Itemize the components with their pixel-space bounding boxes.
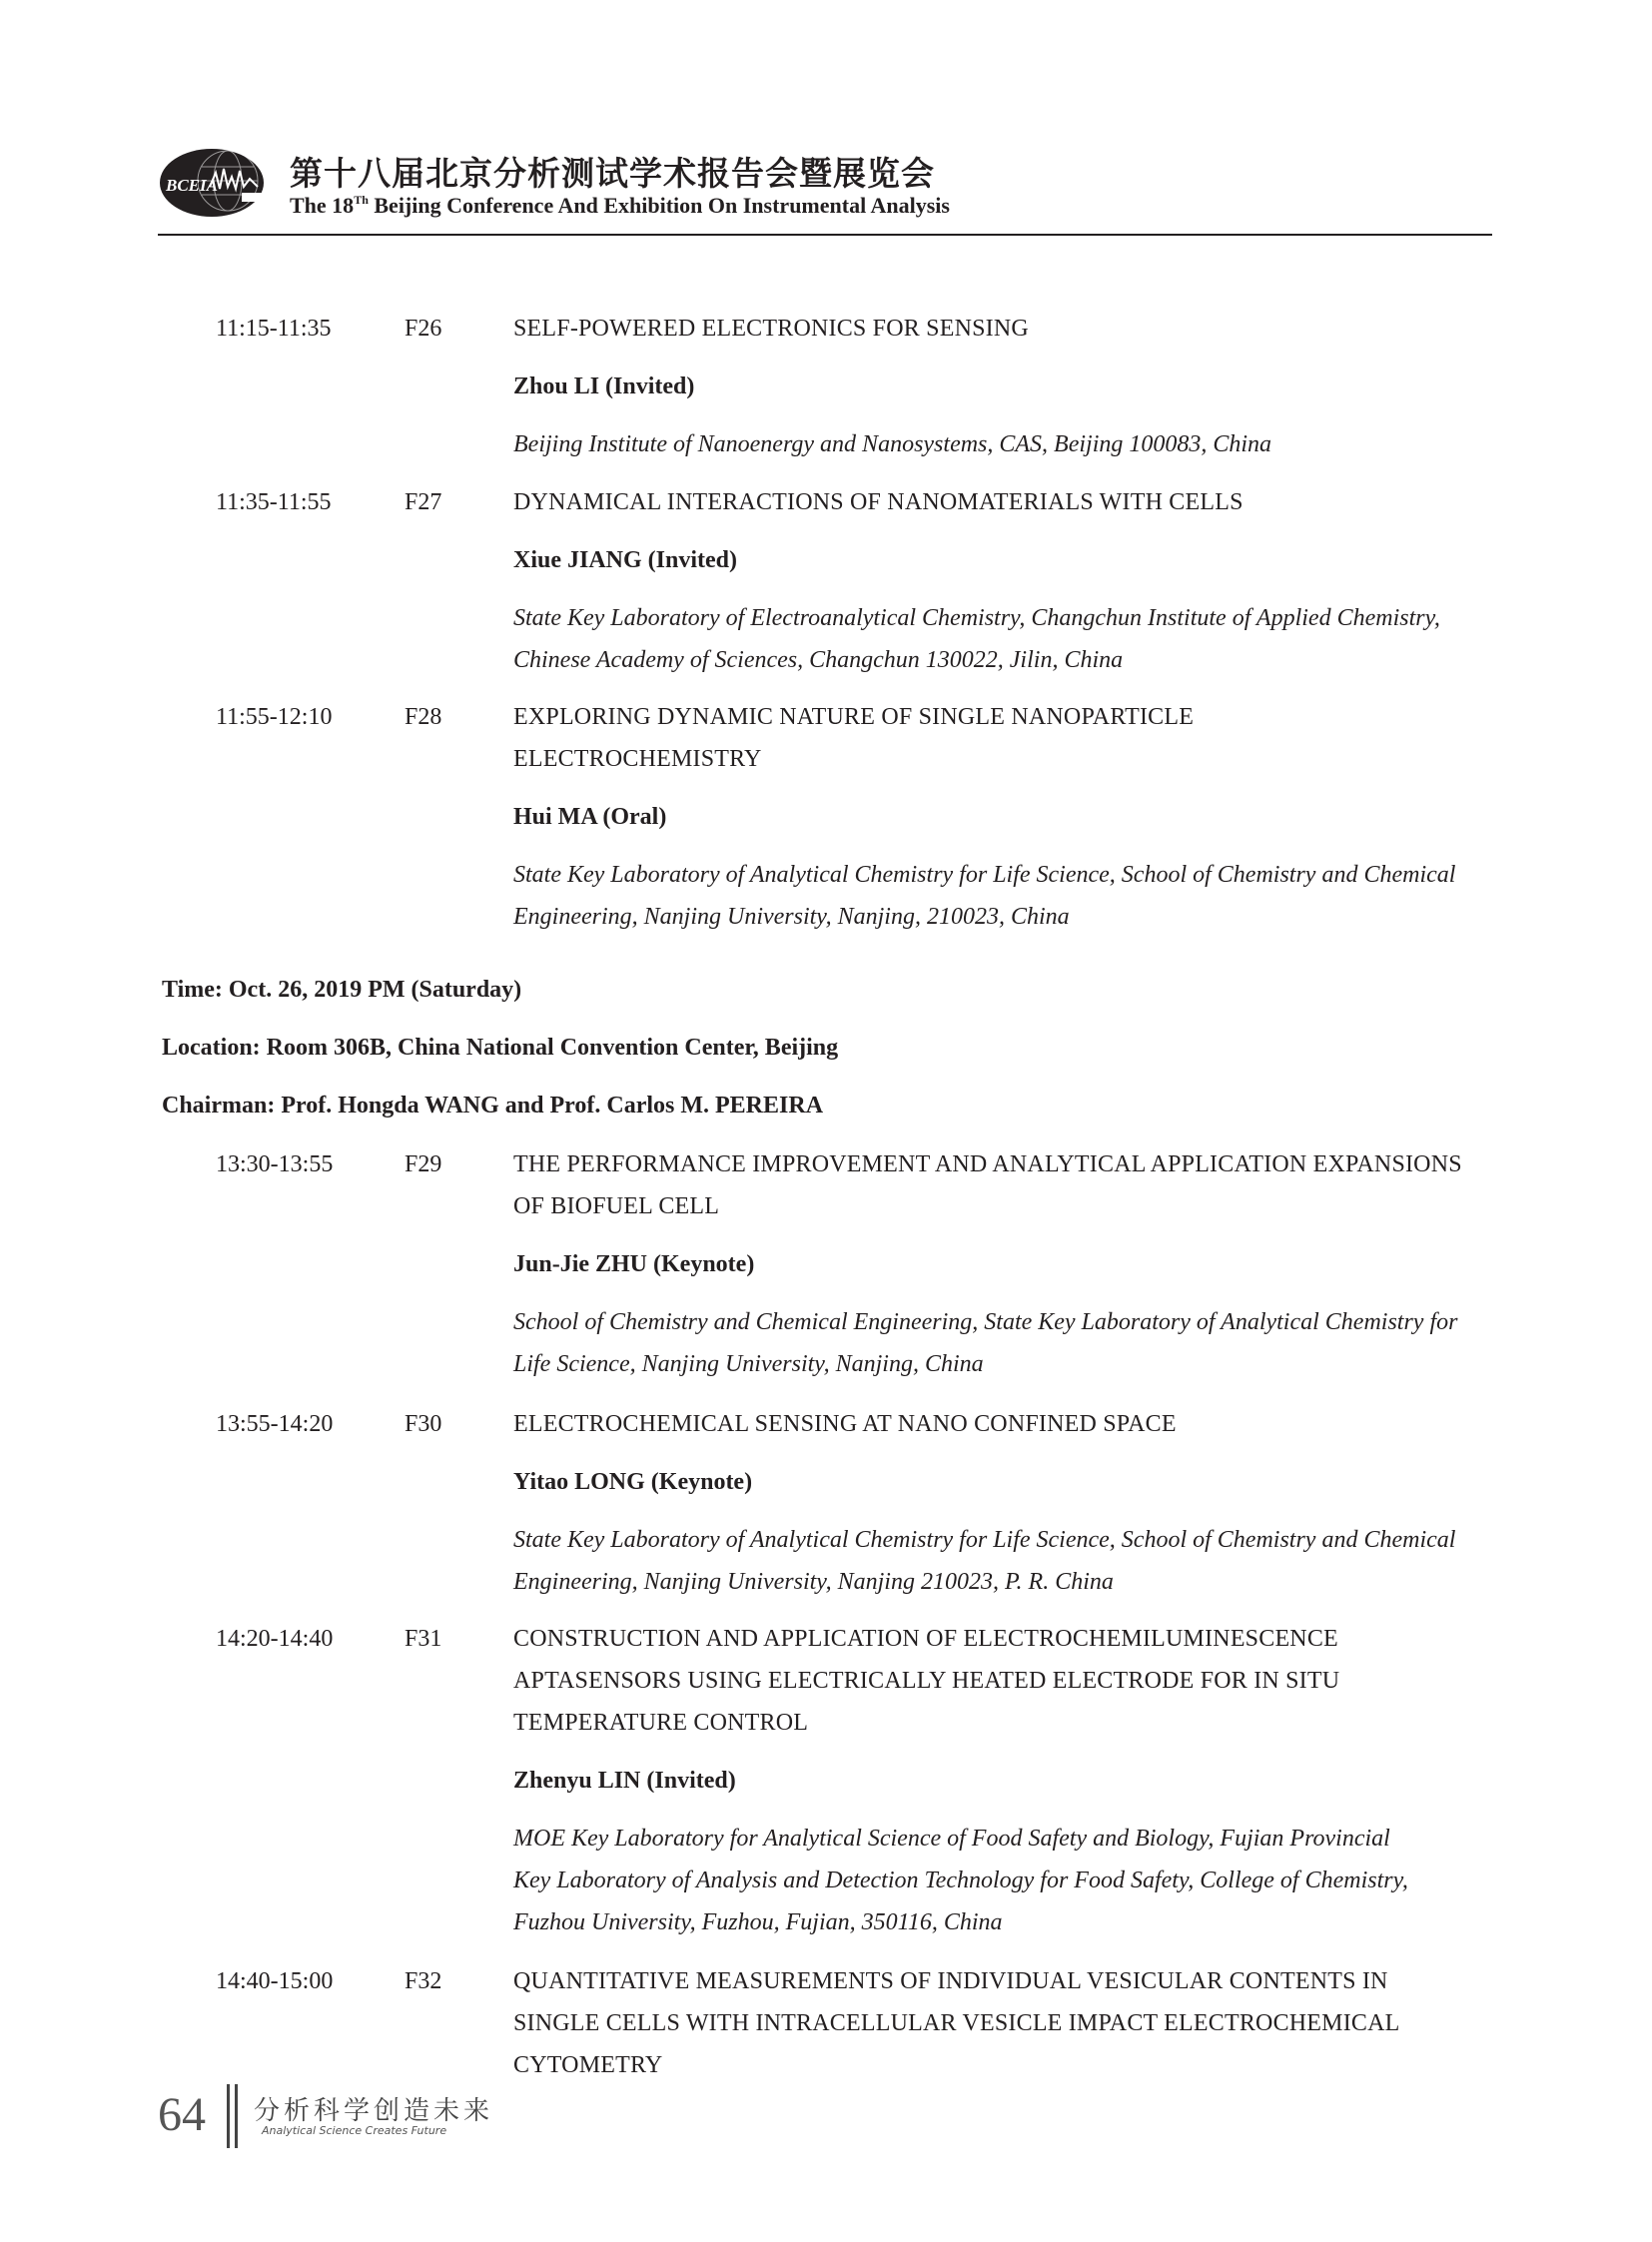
header-divider (158, 234, 1492, 236)
footer-slogan-en: Analytical Science Creates Future (262, 2124, 447, 2137)
talk-time: 11:15-11:35 (216, 316, 332, 342)
talk-title: QUANTITATIVE MEASUREMENTS OF INDIVIDUAL VESICULAR CONTENTS IN SINGLE CELLS WITH INTRACELLULAR VESICLE IMPACT ELECTROCHEMICAL CYTOMETRY (513, 1968, 1399, 2078)
conference-title-cn: 第十八届北京分析测试学术报告会暨展览会 (290, 154, 935, 193)
page-number: 64 (158, 2088, 206, 2141)
talk-affiliation: School of Chemistry and Chemical Engineering, State Key Laboratory of Analytical Chemistry for Life Science, Nanjing University, Nanjing, China (513, 1309, 1458, 1377)
talk-code: F32 (405, 1968, 442, 1994)
session-chairman: Chairman: Prof. Hongda WANG and Prof. Carlos M. PEREIRA (162, 1093, 824, 1119)
footer-divider (235, 2084, 238, 2148)
session-location: Location: Room 306B, China National Convention Center, Beijing (162, 1035, 839, 1061)
talk-time: 11:55-12:10 (216, 704, 333, 730)
talk-code: F30 (405, 1411, 442, 1437)
conference-title-en: The 18Th Beijing Conference And Exhibition On Instrumental Analysis (290, 193, 950, 218)
talk-title: THE PERFORMANCE IMPROVEMENT AND ANALYTICAL APPLICATION EXPANSIONS OF BIOFUEL CELL (513, 1151, 1462, 1219)
talk-affiliation: State Key Laboratory of Analytical Chemistry for Life Science, School of Chemistry and Chemical Engineering, Nanjing University, Nanjing 210023, P. R. China (513, 1527, 1456, 1595)
talk-title: CONSTRUCTION AND APPLICATION OF ELECTROCHEMILUMINESCENCE APTASENSORS USING ELECTRICALLY HEATED ELECTRODE FOR IN SITU TEMPERATURE CONTROL (513, 1626, 1340, 1736)
talk-speaker: Hui MA (Oral) (513, 804, 667, 830)
talk-title: DYNAMICAL INTERACTIONS OF NANOMATERIALS WITH CELLS (513, 489, 1243, 515)
talk-affiliation: State Key Laboratory of Electroanalytical Chemistry, Changchun Institute of Applied Chemistry, Chinese Academy of Sciences, Changchun 130022, Jilin, China (513, 605, 1440, 673)
talk-time: 14:40-15:00 (216, 1968, 334, 1994)
talk-time: 11:35-11:55 (216, 489, 332, 515)
talk-speaker: Zhou LI (Invited) (513, 374, 695, 399)
talk-time: 14:20-14:40 (216, 1626, 334, 1652)
talk-code: F31 (405, 1626, 442, 1652)
talk-speaker: Jun-Jie ZHU (Keynote) (513, 1251, 755, 1277)
talk-time: 13:55-14:20 (216, 1411, 334, 1437)
talk-affiliation: State Key Laboratory of Analytical Chemistry for Life Science, School of Chemistry and Chemical Engineering, Nanjing University, Nanjing, 210023, China (513, 862, 1456, 930)
talk-code: F27 (405, 489, 442, 515)
talk-title: ELECTROCHEMICAL SENSING AT NANO CONFINED SPACE (513, 1411, 1177, 1437)
footer-slogan-cn: 分析科学创造未来 (254, 2096, 494, 2126)
talk-affiliation: MOE Key Laboratory for Analytical Science of Food Safety and Biology, Fujian Provincial Key Laboratory of Analysis and Detection Technology for Food Safety, College of Chemistry, Fuzhou University, Fuzhou, Fujian, 350116, China (513, 1826, 1408, 1935)
talk-code: F28 (405, 704, 442, 730)
talk-speaker: Yitao LONG (Keynote) (513, 1469, 753, 1495)
bceia-logo (158, 143, 270, 221)
talk-speaker: Xiue JIANG (Invited) (513, 547, 738, 573)
session-time: Time: Oct. 26, 2019 PM (Saturday) (162, 977, 522, 1003)
talk-affiliation: Beijing Institute of Nanoenergy and Nanosystems, CAS, Beijing 100083, China (513, 431, 1272, 457)
talk-code: F29 (405, 1151, 442, 1177)
talk-code: F26 (405, 316, 442, 342)
footer-divider (227, 2084, 230, 2148)
talk-time: 13:30-13:55 (216, 1151, 334, 1177)
talk-speaker: Zhenyu LIN (Invited) (513, 1768, 736, 1794)
talk-title: EXPLORING DYNAMIC NATURE OF SINGLE NANOPARTICLE ELECTROCHEMISTRY (513, 704, 1195, 772)
svg-text:BCEIA: BCEIA (166, 176, 218, 195)
talk-title: SELF-POWERED ELECTRONICS FOR SENSING (513, 316, 1029, 342)
